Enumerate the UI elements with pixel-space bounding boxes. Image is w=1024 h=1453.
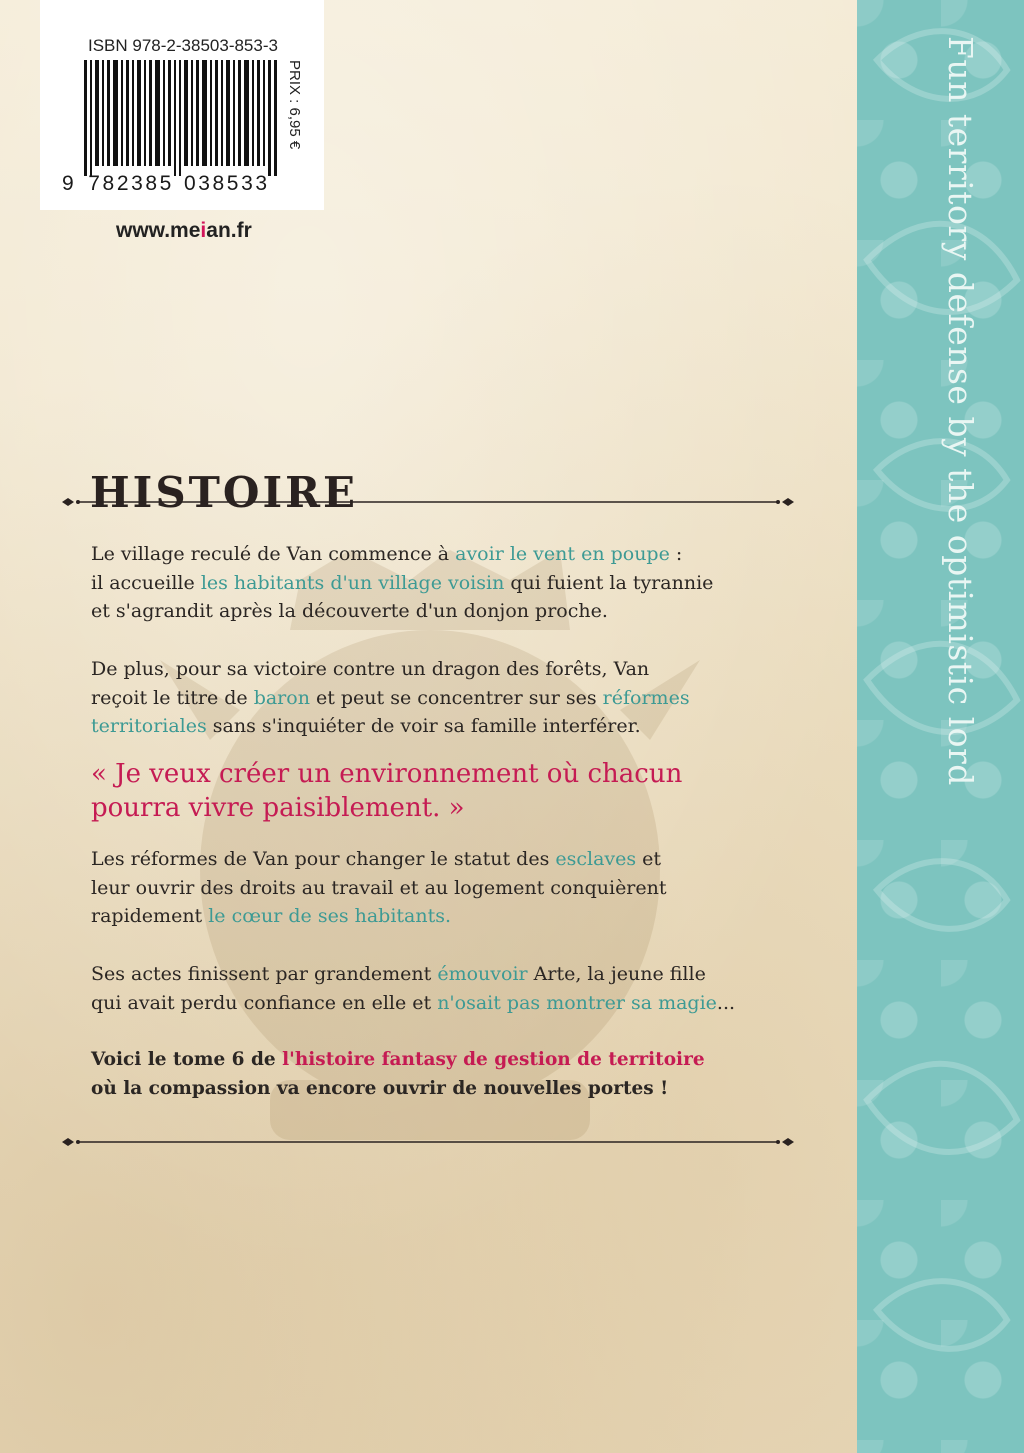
p2-text-b: reçoit le titre de xyxy=(91,686,254,709)
p1-text-g: et s'agrandit après la découverte d'un donjon proche. xyxy=(91,600,608,622)
divider-top xyxy=(60,495,796,509)
barcode-digits-right: 038533 xyxy=(183,172,270,195)
p3-text-a: Les réformes de Van pour changer le statut des xyxy=(91,848,556,870)
p4-text-f: ... xyxy=(716,991,736,1014)
website-accent: i xyxy=(200,219,207,242)
p3-text-e: rapidement xyxy=(91,905,209,927)
isbn-label: ISBN 978-2-38503-853-3 xyxy=(88,36,278,55)
p2-text-a: De plus, pour sa victoire contre un dragon des forêts, Van xyxy=(91,658,650,680)
p1-text-d: il accueille xyxy=(91,571,201,594)
paragraph-3 xyxy=(91,845,781,931)
closing-paragraph xyxy=(91,1045,791,1103)
p3-highlight-f: le cœur de ses habitants. xyxy=(208,905,452,927)
final-text-c: où la compassion va encore ouvrir de nouvelles portes ! xyxy=(91,1078,669,1099)
p4-text-a: Ses actes finissent par grandement xyxy=(91,963,438,985)
spine-title: Fun territory defense by the optimistic lord xyxy=(941,36,980,786)
p4-text-c: Arte, la jeune fille xyxy=(527,963,706,985)
website-prefix: www.me xyxy=(116,219,201,242)
p1-text-f: qui fuient la tyrannie xyxy=(504,571,714,594)
p3-text-d: leur ouvrir des droits au travail et au logement conquièrent xyxy=(91,876,667,899)
quote-line-2: pourra vivre paisiblement. » xyxy=(91,793,465,823)
p1-highlight-e: les habitants d'un village voisin xyxy=(200,571,505,594)
barcode-digits xyxy=(62,172,270,196)
final-highlight-b: l'histoire fantasy de gestion de territoire xyxy=(282,1049,705,1070)
website-link[interactable] xyxy=(116,219,252,243)
quote-line-1: « Je veux créer un environnement où chacun xyxy=(91,759,683,789)
p2-highlight-e: réformes xyxy=(602,686,690,709)
paragraph-4 xyxy=(91,960,781,1017)
p4-highlight-b: émouvoir xyxy=(437,963,528,985)
section-heading: HISTOIRE xyxy=(90,468,359,517)
barcode xyxy=(84,60,280,176)
p1-text-c: : xyxy=(669,543,683,565)
p2-highlight-f: territoriales xyxy=(91,715,207,737)
website-suffix: an.fr xyxy=(206,219,252,242)
paragraph-1 xyxy=(91,540,781,626)
p3-text-c: et xyxy=(636,848,662,870)
price-label: PRIX : 6,95 € xyxy=(286,60,303,150)
p2-text-d: et peut se concentrer sur ses xyxy=(309,686,603,709)
p1-highlight-b: avoir le vent en poupe xyxy=(455,543,670,565)
p2-text-g: sans s'inquiéter de voir sa famille interférer. xyxy=(206,715,641,737)
barcode-digits-left: 782385 xyxy=(88,172,174,195)
p3-highlight-b: esclaves xyxy=(555,848,637,870)
p2-highlight-c: baron xyxy=(253,686,310,709)
final-text-a: Voici le tome 6 de xyxy=(91,1049,283,1070)
p4-highlight-e: n'osait pas montrer sa magie xyxy=(437,991,717,1014)
divider-bottom xyxy=(60,1135,796,1149)
barcode-digit-first: 9 xyxy=(62,172,77,195)
p4-text-d: qui avait perdu confiance en elle et xyxy=(91,991,438,1014)
pull-quote xyxy=(91,757,791,825)
p1-text-a: Le village reculé de Van commence à xyxy=(91,543,456,565)
paragraph-2 xyxy=(91,655,781,741)
